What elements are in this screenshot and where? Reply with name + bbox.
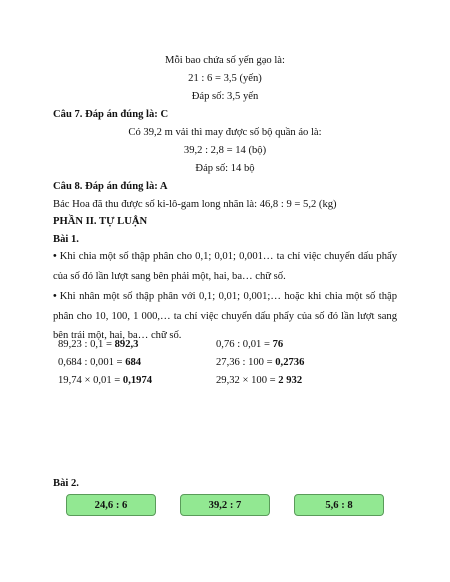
expression-chip-1[interactable]: 24,6 : 6	[66, 494, 156, 516]
result-1: 89,23 : 0,1 = 892,3	[58, 339, 139, 350]
bullet-icon: •	[53, 251, 57, 262]
q7-calc: 39,2 : 2,8 = 14 (bộ)	[183, 145, 267, 156]
q8-heading: Câu 8. Đáp án đúng là: A	[53, 181, 168, 192]
bullet-icon: •	[53, 291, 57, 302]
expression-chip-3[interactable]: 5,6 : 8	[294, 494, 384, 516]
result-4: 27,36 : 100 = 0,2736	[216, 357, 305, 368]
q7-answer: Đáp số: 14 bộ	[195, 163, 255, 174]
result-6: 29,32 × 100 = 2 932	[216, 375, 303, 386]
q6-intro: Mỗi bao chứa số yến gạo là:	[165, 55, 285, 66]
q6-answer: Đáp số: 3,5 yến	[191, 91, 259, 102]
bai1-rule1: • Khi chia một số thập phân cho 0,1; 0,01; 0,001… ta chỉ việc chuyển dấu phẩy của số đó lần lượt sang bên phải một, hai, ba… chữ số.	[53, 251, 397, 282]
q7-heading: Câu 7. Đáp án đúng là: C	[53, 109, 169, 120]
result-2: 0,76 : 0,01 = 76	[216, 339, 284, 350]
expression-chip-2[interactable]: 39,2 : 7	[180, 494, 270, 516]
q7-intro: Có 39,2 m vải thì may được số bộ quần áo là:	[128, 127, 322, 138]
bai2-title: Bài 2.	[53, 478, 79, 489]
result-3: 0,684 : 0,001 = 684	[58, 357, 142, 368]
part2-heading: PHẦN II. TỰ LUẬN	[53, 216, 148, 227]
q6-calc: 21 : 6 = 3,5 (yến)	[188, 73, 262, 84]
bai1-rule2: • Khi nhân một số thập phân với 0,1; 0,01; 0,001;… hoặc khi chia một số thập phân cho 10, 100, 1 000,… ta chỉ việc chuyển dấu phẩy của số đó lần lượt sang bên trái một, hai, ba… chữ số.	[53, 291, 397, 341]
bai1-title: Bài 1.	[53, 234, 79, 245]
q8-text: Bác Hoa đã thu được số ki-lô-gam long nhãn là: 46,8 : 9 = 5,2 (kg)	[53, 199, 337, 210]
result-5: 19,74 × 0,01 = 0,1974	[58, 375, 153, 386]
